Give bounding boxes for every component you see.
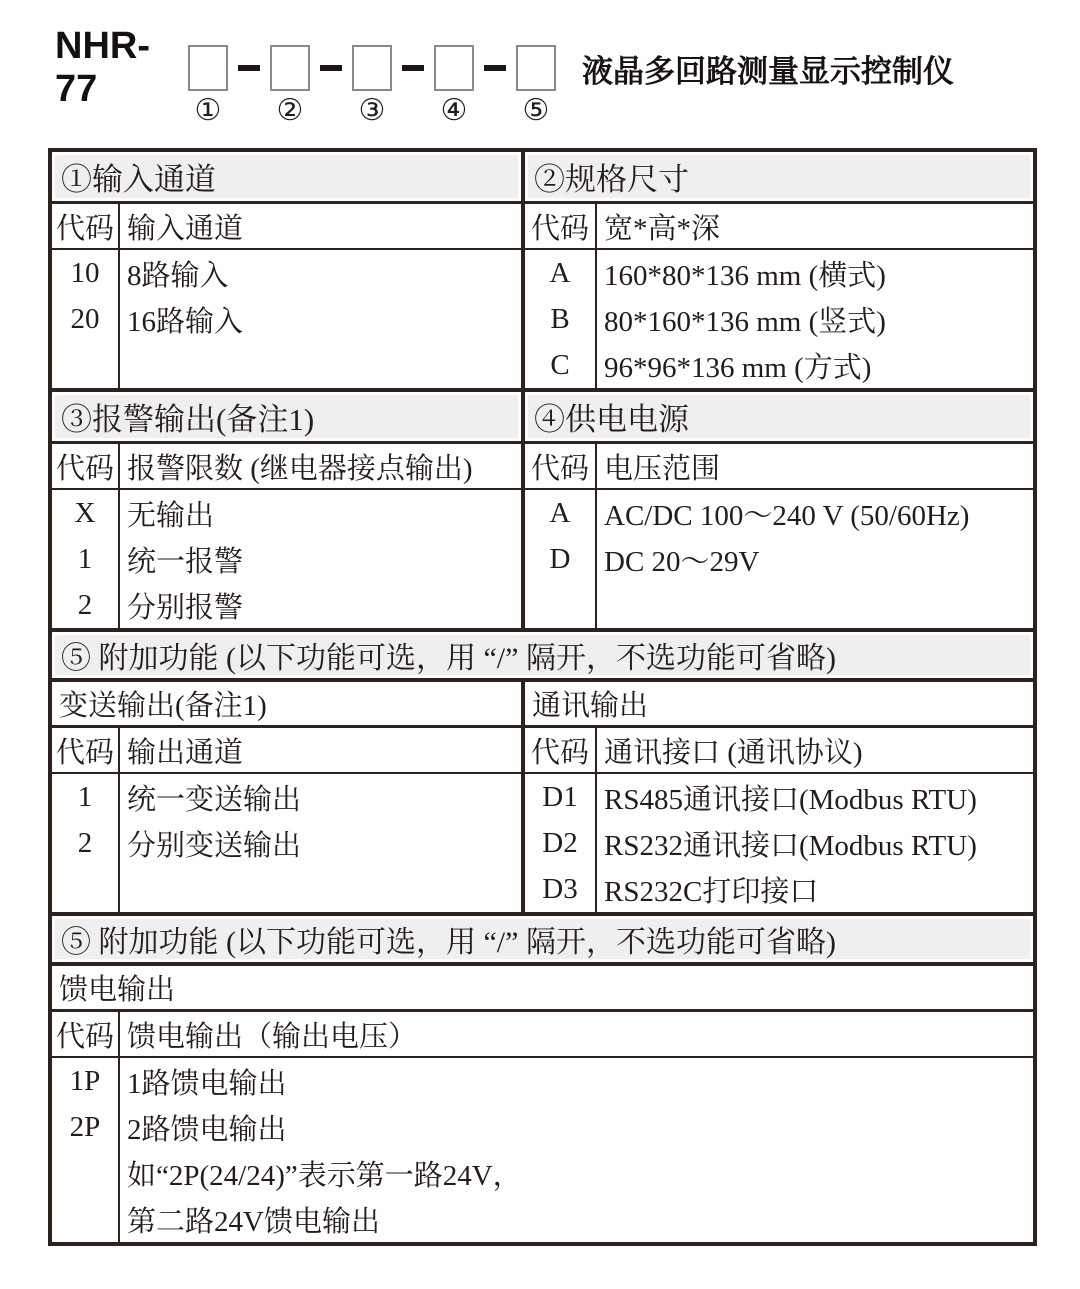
section-input-channels — [52, 152, 521, 388]
column-headers — [52, 444, 521, 490]
code-box-3 — [352, 45, 392, 91]
desc-cell: 分别报警 — [127, 591, 244, 624]
dash-separator — [228, 45, 270, 91]
code-box-4 — [434, 45, 474, 91]
code-cell: D — [549, 542, 571, 575]
desc-cell: 2路馈电输出 — [127, 1113, 287, 1146]
data-area — [525, 774, 1033, 912]
col-header-code: 代码 — [52, 444, 120, 488]
code-column — [525, 774, 597, 912]
column-headers — [52, 1012, 1033, 1058]
desc-cell: 16路输入 — [127, 305, 244, 338]
col-header-code: 代码 — [52, 728, 120, 772]
desc-cell: 8路输入 — [127, 259, 229, 292]
data-area — [52, 1058, 1033, 1242]
position-label-2: ② — [276, 93, 304, 128]
section-subtitle: 通讯输出 — [525, 682, 1033, 728]
data-area — [52, 250, 521, 388]
data-area — [52, 774, 521, 912]
code-column — [525, 250, 597, 388]
desc-cell: DC 20～29V — [604, 545, 760, 578]
section-title: ④供电电源 — [525, 392, 1033, 444]
section-subtitle: 变送输出(备注1) — [52, 682, 521, 728]
ordering-code-table — [48, 148, 1037, 1246]
dash-icon — [238, 65, 260, 71]
desc-cell: 第二路24V馈电输出 — [127, 1205, 380, 1238]
section-dimensions — [521, 152, 1033, 388]
dash-icon — [320, 65, 342, 71]
section-power-supply — [521, 392, 1033, 628]
desc-column — [120, 774, 521, 912]
desc-column — [597, 490, 1033, 628]
col-header-desc: 输入通道 — [127, 212, 244, 245]
code-cell — [52, 1196, 118, 1242]
code-cell: A — [549, 496, 571, 529]
desc-cell: AC/DC 100～240 V (50/60Hz) — [604, 499, 970, 532]
code-cell: A — [549, 256, 571, 289]
code-box-2 — [270, 45, 310, 91]
code-box-1 — [188, 45, 228, 91]
col-header-code: 代码 — [52, 204, 120, 248]
desc-cell: 无输出 — [127, 499, 215, 532]
desc-cell: 分别变送输出 — [127, 829, 302, 862]
position-label-5: ⑤ — [522, 93, 550, 128]
desc-column — [597, 250, 1033, 388]
code-cell: 2 — [77, 588, 93, 621]
band-transmit-comm — [52, 678, 1033, 912]
position-label-1: ① — [194, 93, 222, 128]
col-header-desc: 电压范围 — [604, 452, 721, 485]
code-cell: 2P — [69, 1110, 101, 1143]
desc-column — [120, 1058, 1033, 1242]
section-title: ②规格尺寸 — [525, 152, 1033, 204]
band-input-size — [52, 152, 1033, 388]
col-header-desc: 报警限数 (继电器接点输出) — [127, 452, 473, 485]
data-area — [525, 490, 1033, 628]
desc-cell: 统一报警 — [127, 545, 244, 578]
section-subtitle: 馈电输出 — [52, 966, 1033, 1012]
code-cell: X — [74, 496, 96, 529]
code-column — [525, 490, 597, 628]
code-cell: 2 — [77, 826, 93, 859]
desc-cell: 如“2P(24/24)”表示第一路24V， — [127, 1159, 522, 1192]
band-alarm-power — [52, 388, 1033, 628]
desc-cell: 96*96*136 mm (方式) — [604, 351, 872, 384]
desc-cell: 1路馈电输出 — [127, 1067, 287, 1100]
col-header-desc: 馈电输出（输出电压） — [127, 1020, 418, 1053]
desc-column — [597, 774, 1033, 912]
addon-functions-banner-1: ⑤ 附加功能 (以下功能可选，用 “/” 隔开，不选功能可省略) — [52, 628, 1033, 678]
data-area — [52, 490, 521, 628]
column-headers — [525, 728, 1033, 774]
data-area — [525, 250, 1033, 388]
position-label-3: ③ — [358, 93, 386, 128]
col-header-code: 代码 — [525, 204, 597, 248]
section-title: ①输入通道 — [52, 152, 521, 204]
code-cell: C — [550, 348, 570, 381]
section-title: ③报警输出(备注1) — [52, 392, 521, 444]
code-cell: 20 — [70, 302, 100, 335]
addon-functions-banner-2: ⑤ 附加功能 (以下功能可选，用 “/” 隔开，不选功能可省略) — [52, 912, 1033, 962]
column-headers — [52, 204, 521, 250]
dash-icon — [402, 65, 424, 71]
desc-column — [120, 490, 521, 628]
code-column — [52, 250, 120, 388]
code-cell: D1 — [542, 780, 578, 813]
code-column — [52, 490, 120, 628]
code-cell: B — [550, 302, 570, 335]
column-headers — [52, 728, 521, 774]
section-transmit-output — [52, 682, 521, 912]
col-header-code: 代码 — [52, 1012, 120, 1056]
column-headers — [525, 444, 1033, 490]
col-header-code: 代码 — [525, 444, 597, 488]
desc-cell: 统一变送输出 — [127, 783, 302, 816]
desc-cell: 80*160*136 mm (竖式) — [604, 305, 886, 338]
section-feed-output — [52, 962, 1033, 1242]
code-column — [52, 774, 120, 912]
code-cell — [52, 1150, 118, 1196]
model-code-builder — [0, 0, 1080, 110]
dash-separator — [392, 45, 434, 91]
code-cell: 1 — [77, 780, 93, 813]
code-box-5 — [516, 45, 556, 91]
position-labels-row — [0, 91, 1080, 131]
col-header-desc: 输出通道 — [127, 736, 244, 769]
dash-separator — [310, 45, 352, 91]
desc-column — [120, 250, 521, 388]
code-cell: 1P — [69, 1064, 101, 1097]
section-alarm-output — [52, 392, 521, 628]
desc-cell: 160*80*136 mm (横式) — [604, 259, 886, 292]
section-communication-output — [521, 682, 1033, 912]
code-cell: 10 — [70, 256, 100, 289]
dash-separator — [474, 45, 516, 91]
desc-cell: RS485通讯接口(Modbus RTU) — [604, 783, 977, 816]
col-header-desc: 宽*高*深 — [604, 212, 721, 245]
desc-cell: RS232通讯接口(Modbus RTU) — [604, 829, 977, 862]
column-headers — [525, 204, 1033, 250]
code-cell: D3 — [542, 872, 578, 905]
dash-icon — [484, 65, 506, 71]
product-name: 液晶多回路测量显示控制仪 — [582, 53, 954, 89]
code-cell: 1 — [77, 542, 93, 575]
code-column — [52, 1058, 120, 1242]
code-cell: D2 — [542, 826, 578, 859]
col-header-desc: 通讯接口 (通讯协议) — [604, 736, 863, 769]
col-header-code: 代码 — [525, 728, 597, 772]
position-label-4: ④ — [440, 93, 468, 128]
desc-cell: RS232C打印接口 — [604, 875, 819, 908]
model-number: NHR-77 — [55, 25, 150, 110]
